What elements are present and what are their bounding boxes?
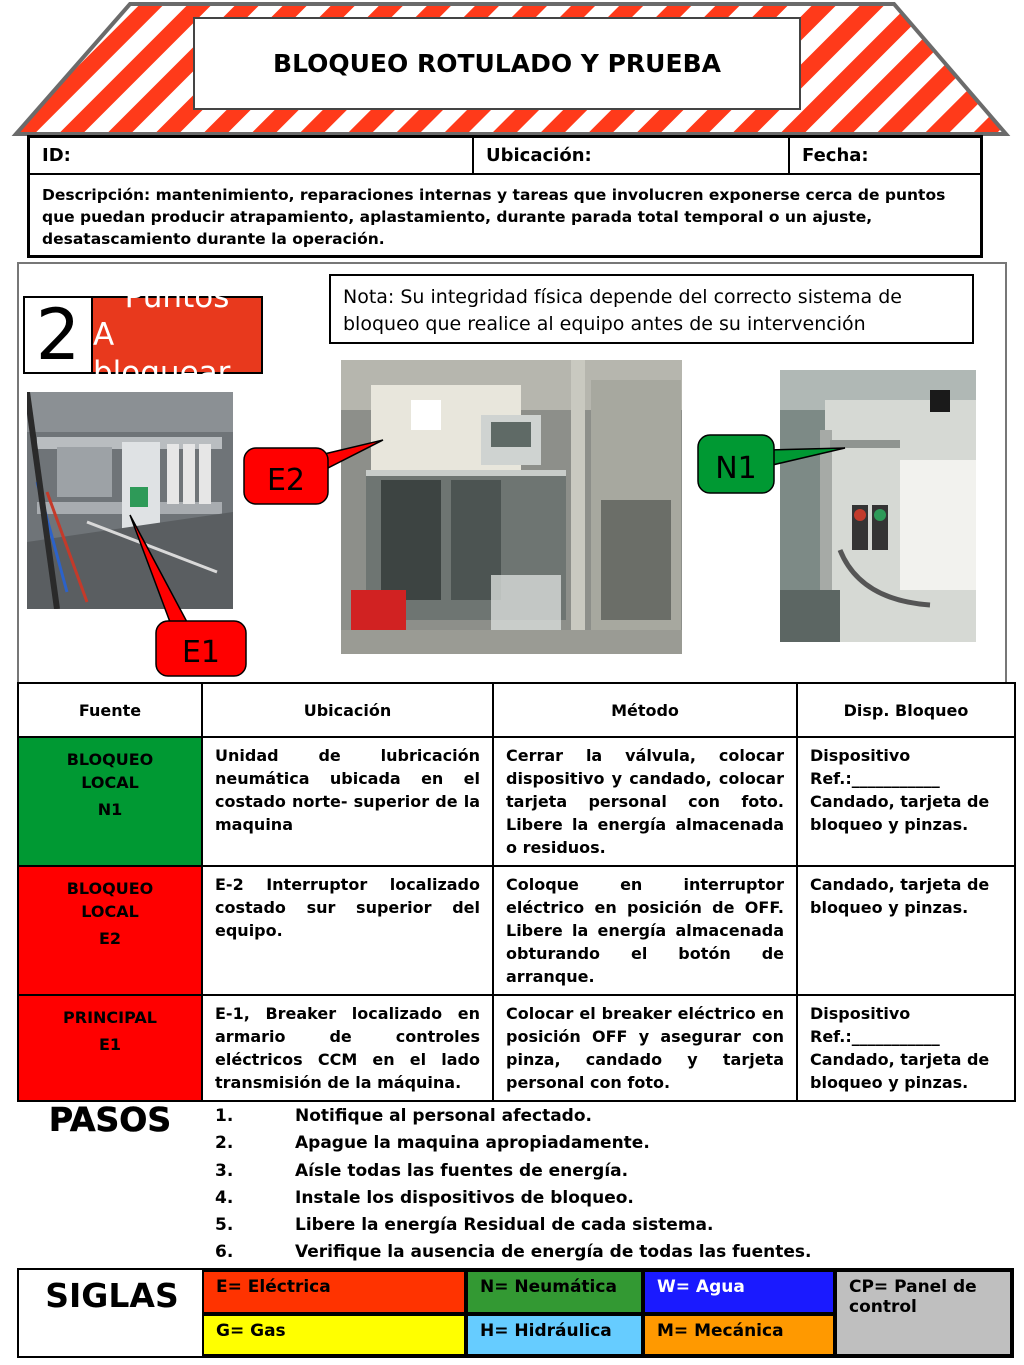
- sigla-gas: G= Gas: [202, 1314, 466, 1356]
- id-field[interactable]: ID:: [30, 138, 474, 173]
- pasos-item: 3. Aísle todas las fuentes de energía.: [215, 1160, 629, 1181]
- pasos-item: 6. Verifique la ausencia de energía de todas las fuentes.: [215, 1242, 812, 1263]
- col-header-fuente: Fuente: [18, 683, 202, 737]
- pasos-item: 5. Libere la energía Residual de cada sistema.: [215, 1215, 714, 1236]
- disp-cell-e1: Dispositivo Ref.:___________ Candado, tarjeta de bloqueo y pinzas.: [797, 995, 1015, 1101]
- sigla-electrica: E= Eléctrica: [202, 1270, 466, 1314]
- disp-cell-e2: Candado, tarjeta de bloqueo y pinzas.: [797, 866, 1015, 995]
- pasos-item: 2. Apague la maquina apropiadamente.: [215, 1133, 650, 1154]
- col-header-disp: Disp. Bloqueo: [797, 683, 1015, 737]
- table-row-e2: [18, 866, 1015, 995]
- pasos-item: 1. Notifique al personal afectado.: [215, 1106, 592, 1126]
- sigla-neumatica: N= Neumática: [466, 1270, 643, 1314]
- step-number: 2: [23, 296, 93, 374]
- points-label-line2: A bloquear: [93, 317, 231, 391]
- pasos-item: 4. Instale los dispositivos de bloqueo.: [215, 1187, 634, 1208]
- callout-e1: [130, 515, 246, 676]
- sigla-panel-control: CP= Panel de control: [835, 1270, 1012, 1356]
- ubicacion-field[interactable]: Ubicación:: [474, 138, 790, 173]
- metodo-cell-n1: Cerrar la válvula, colocar dispositivo y candado, colocar tarjeta personal con foto. Libere la energía almacenada o residuos.: [493, 737, 797, 866]
- callout-n1: [698, 435, 845, 493]
- description-text: Descripción: mantenimiento, reparaciones internas y tareas que involucren exponerse cerca de puntos que puedan producir atrapamiento, aplastamiento, durante parada total temporal o un ajuste, desatascamiento durante la operación.: [42, 186, 946, 248]
- callout-e1-label: E1: [181, 635, 221, 670]
- callout-n1-label: N1: [715, 451, 757, 486]
- fuente-cell-e1: PRINCIPAL E1: [18, 995, 202, 1101]
- ubicacion-cell-n1: Unidad de lubricación neumática ubicada en el costado norte- superior de la maquina: [202, 737, 493, 866]
- fuente-cell-n1: BLOQUEO LOCAL N1: [18, 737, 202, 866]
- lockout-table: [17, 682, 1016, 1102]
- metodo-cell-e1: Colocar el breaker eléctrico en posición OFF y asegurar con pinza, candado y tarjeta personal con foto.: [493, 995, 797, 1101]
- sigla-mecanica: M= Mecánica: [643, 1314, 835, 1356]
- ubicacion-cell-e1: E-1, Breaker localizado en armario de controles eléctricos CCM en el lado transmisión de la máquina.: [202, 995, 493, 1101]
- ubicacion-cell-e2: E-2 Interruptor localizado costado sur superior del equipo.: [202, 866, 493, 995]
- table-header-row: [18, 683, 1015, 737]
- fuente-cell-e2: BLOQUEO LOCAL E2: [18, 866, 202, 995]
- callout-e2: [244, 440, 383, 504]
- callout-e2-label: E2: [266, 463, 306, 498]
- points-label-line1: Puntos: [124, 279, 230, 315]
- note-box: Nota: Su integridad física depende del correcto sistema de bloqueo que realice al equipo antes de su intervención: [329, 274, 974, 344]
- sigla-hidraulica: H= Hidráulica: [466, 1314, 643, 1356]
- table-row-n1: [18, 737, 1015, 866]
- pasos-list: [215, 1103, 811, 1267]
- col-header-metodo: Método: [493, 683, 797, 737]
- document-title: BLOQUEO ROTULADO Y PRUEBA: [193, 17, 801, 110]
- col-header-ubicacion: Ubicación: [202, 683, 493, 737]
- disp-cell-n1: Dispositivo Ref.:___________ Candado, tarjeta de bloqueo y pinzas.: [797, 737, 1015, 866]
- metodo-cell-e2: Coloque en interruptor eléctrico en posición de OFF. Libere la energía almacenada obturando el botón de arranque.: [493, 866, 797, 995]
- table-row-e1: [18, 995, 1015, 1101]
- fecha-field[interactable]: Fecha:: [802, 145, 869, 166]
- pasos-title: PASOS: [48, 1100, 172, 1139]
- siglas-title: SIGLAS: [45, 1276, 179, 1315]
- sigla-agua: W= Agua: [643, 1270, 835, 1314]
